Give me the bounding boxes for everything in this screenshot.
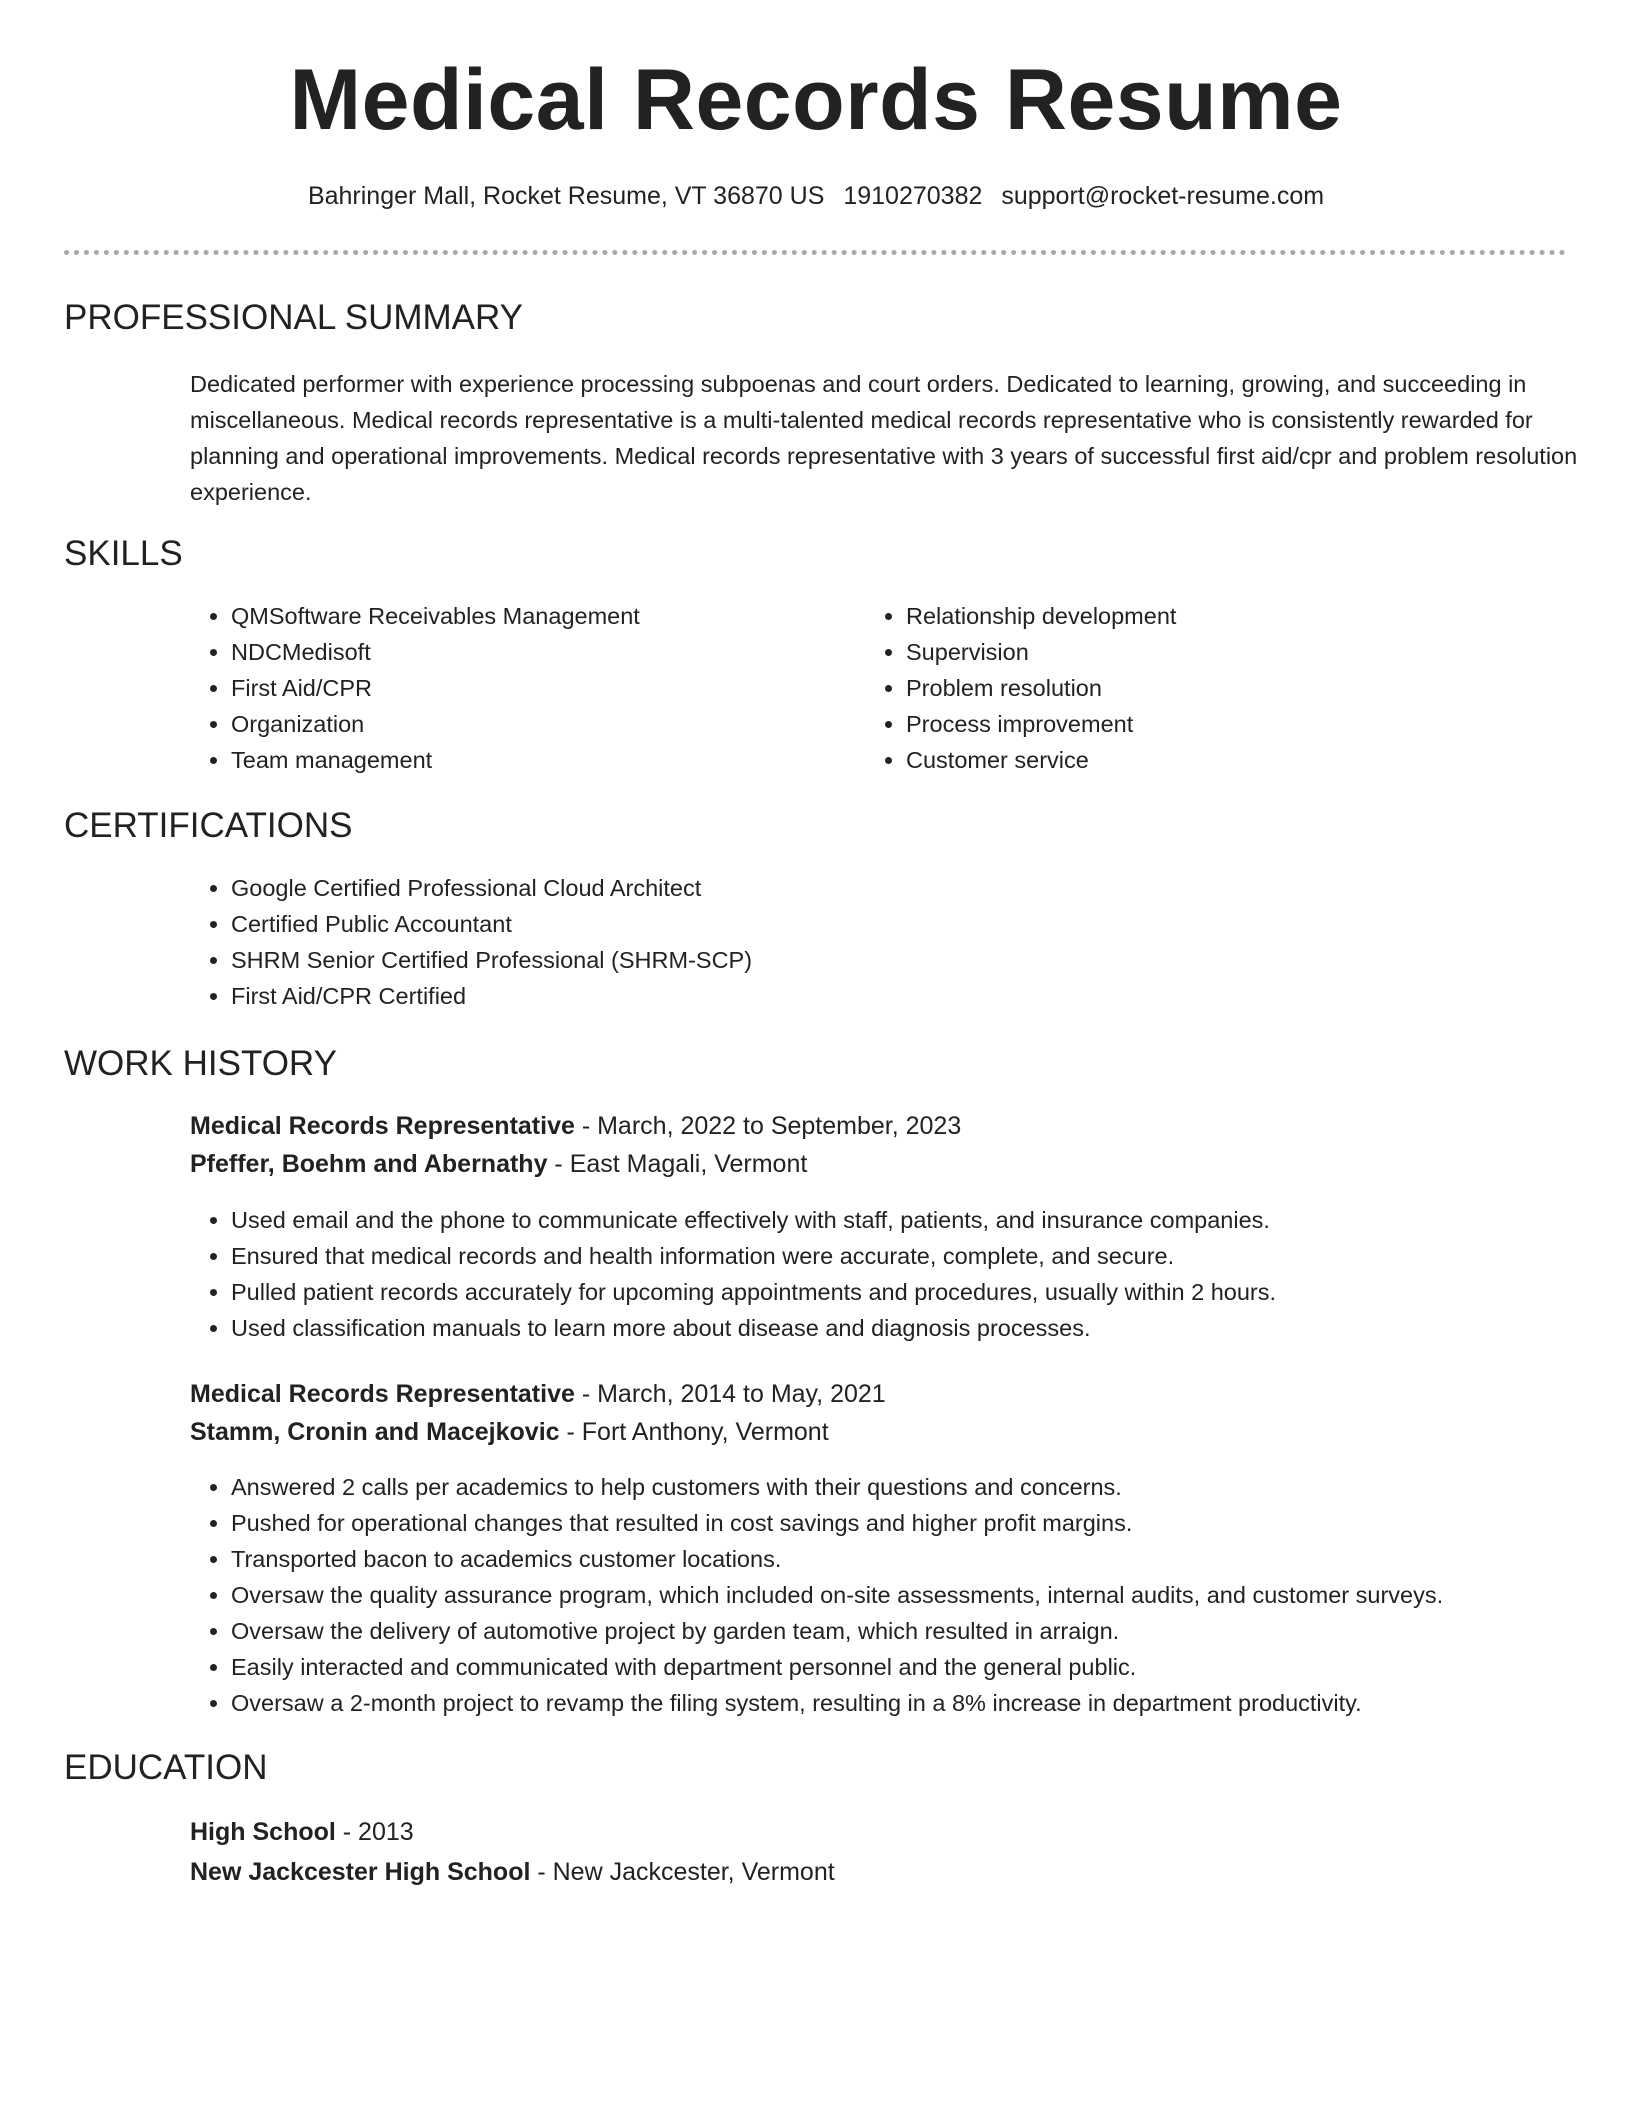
- contact-address: Bahringer Mall, Rocket Resume, VT 36870 US: [307, 182, 825, 210]
- contact-line: [0, 176, 1632, 216]
- job-bullet: • Oversaw the quality assurance program, which included on-site assessments, internal audits, and customer surveys.: [231, 1577, 1632, 1613]
- header-divider: [64, 250, 1566, 255]
- skill-item: • Team management: [231, 742, 851, 778]
- education-degree: High School: [190, 1818, 336, 1846]
- skill-item: • Organization: [231, 706, 851, 742]
- section-title-skills: SKILLS: [64, 534, 183, 573]
- job-bullet: • Pulled patient records accurately for upcoming appointments and procedures, usually within 2 hours.: [231, 1274, 1631, 1310]
- skill-item: • Relationship development: [906, 598, 1526, 634]
- education-school: New Jackcester High School: [190, 1858, 531, 1886]
- job-role: Medical Records Representative: [190, 1112, 575, 1140]
- section-title-summary: PROFESSIONAL SUMMARY: [64, 298, 523, 337]
- section-title-education: EDUCATION: [64, 1748, 268, 1787]
- skill-item: • QMSoftware Receivables Management: [231, 598, 851, 634]
- job-location: - East Magali, Vermont: [547, 1150, 808, 1178]
- skills-list-left: [187, 598, 851, 778]
- job-company-line: [190, 1146, 807, 1182]
- job-bullet: • Used email and the phone to communicate effectively with staff, patients, and insurance companies.: [231, 1202, 1631, 1238]
- skill-item: • First Aid/CPR: [231, 670, 851, 706]
- job-bullet: • Easily interacted and communicated with department personnel and the general public.: [231, 1649, 1632, 1685]
- skills-list-right: [862, 598, 1526, 778]
- job-dates: - March, 2022 to September, 2023: [574, 1112, 962, 1140]
- skill-item: • Customer service: [906, 742, 1526, 778]
- job-bullet: • Oversaw the delivery of automotive project by garden team, which resulted in arraign.: [231, 1613, 1632, 1649]
- job-bullet: • Oversaw a 2-month project to revamp the filing system, resulting in a 8% increase in department productivity.: [231, 1685, 1632, 1721]
- job-bullet: • Ensured that medical records and health information were accurate, complete, and secure.: [231, 1238, 1631, 1274]
- contact-phone: 1910270382: [843, 182, 983, 210]
- job-bullets: [187, 1202, 1631, 1346]
- certification-item: • First Aid/CPR Certified: [231, 978, 1531, 1014]
- resume-title: Medical Records Resume: [289, 52, 1343, 148]
- education-location: - New Jackcester, Vermont: [530, 1858, 835, 1886]
- certification-item: • Google Certified Professional Cloud Architect: [231, 870, 1531, 906]
- certification-item: • SHRM Senior Certified Professional (SHRM-SCP): [231, 942, 1531, 978]
- skill-item: • Process improvement: [906, 706, 1526, 742]
- skill-item: • Problem resolution: [906, 670, 1526, 706]
- education-school-line: [190, 1854, 835, 1890]
- certification-item: • Certified Public Accountant: [231, 906, 1531, 942]
- certifications-list: [187, 870, 1531, 1014]
- job-bullets: [187, 1469, 1632, 1721]
- section-title-certifications: CERTIFICATIONS: [64, 806, 353, 845]
- job-company: Pfeffer, Boehm and Abernathy: [190, 1150, 548, 1178]
- education-degree-line: [190, 1814, 414, 1850]
- section-title-work-history: WORK HISTORY: [64, 1044, 337, 1083]
- education-year: - 2013: [335, 1818, 414, 1846]
- job-bullet: • Pushed for operational changes that resulted in cost savings and higher profit margins.: [231, 1505, 1632, 1541]
- job-bullet: • Transported bacon to academics customer locations.: [231, 1541, 1632, 1577]
- contact-email: support@rocket-resume.com: [1001, 182, 1325, 210]
- skill-item: • Supervision: [906, 634, 1526, 670]
- job-company: Stamm, Cronin and Macejkovic: [190, 1418, 560, 1446]
- job-bullet: • Answered 2 calls per academics to help customers with their questions and concerns.: [231, 1469, 1632, 1505]
- job-title-line: [190, 1376, 886, 1412]
- job-role: Medical Records Representative: [190, 1380, 575, 1408]
- job-company-line: [190, 1414, 829, 1450]
- job-bullet: • Used classification manuals to learn more about disease and diagnosis processes.: [231, 1310, 1631, 1346]
- skill-item: • NDCMedisoft: [231, 634, 851, 670]
- job-dates: - March, 2014 to May, 2021: [574, 1380, 886, 1408]
- job-title-line: [190, 1108, 961, 1144]
- job-location: - Fort Anthony, Vermont: [559, 1418, 829, 1446]
- summary-text: Dedicated performer with experience processing subpoenas and court orders. Dedicated to learning, growing, and succeeding in miscellaneous. Medical records representative is a multi-talented medical records representative who is consistently rewarded for planning and operational improvements. Medical records representative with 3 years of successful first aid/cpr and problem resolution experience.: [190, 371, 1578, 505]
